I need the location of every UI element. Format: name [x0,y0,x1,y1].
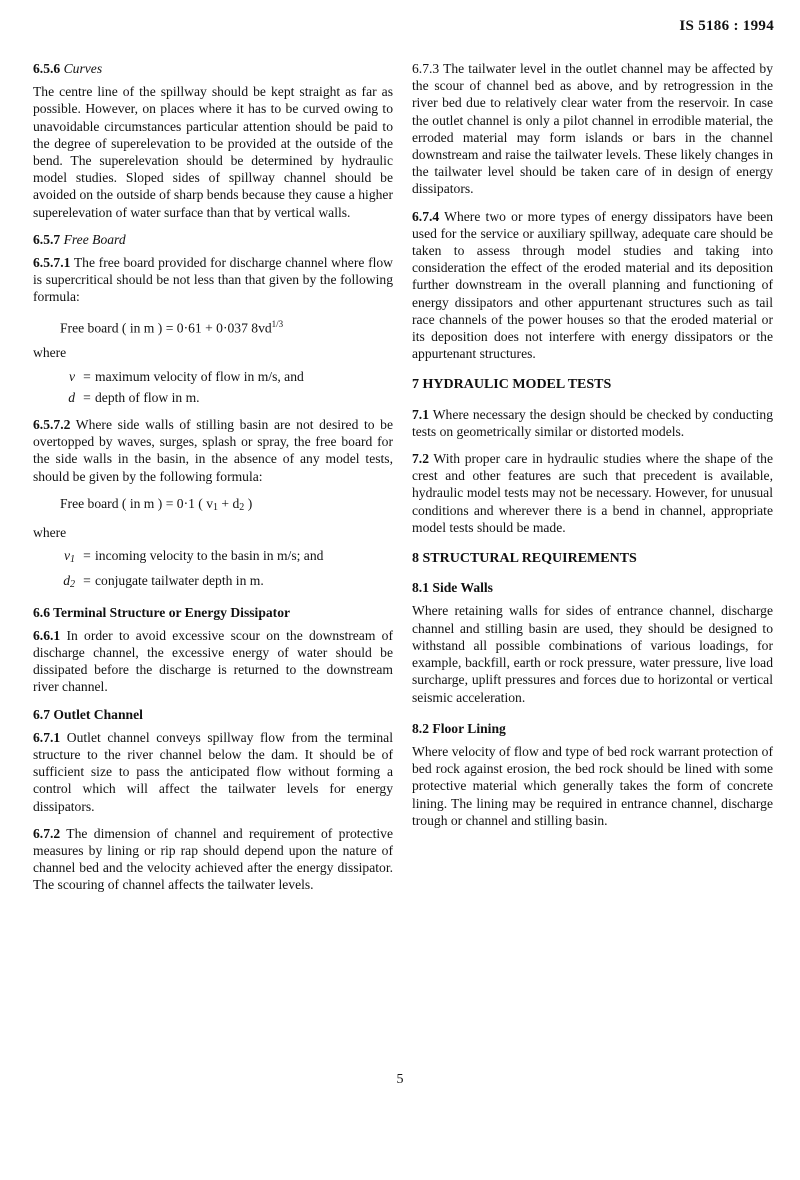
formula-free-board-2: Free board ( in m ) = 0·1 ( $v_1 + d_2$ ) [60,495,253,513]
definitions-6-5-7-1 [33,368,393,406]
heading-6-6: 6.6 Terminal Structure or Energy Dissipator [33,604,291,620]
para-6-5-6: The centre line of the spillway should be kept straight as far as possible. However, on places where it has to be curved owing to unavoidable circumstances particular attention should be paid to the degree of superelevation to be provided at the outside of the bend. The superelevation should be determined by hydraulic model studies. Sloped sides of spillway channel should be avoided on the outside of sharp bends because they cause a higher superelevation of water surface than that by vertical walls. [33,84,393,220]
heading-6-7: 6.7 Outlet Channel [33,706,143,722]
para-6-5-7-2: 6.5.7.2 Where side walls of stilling basin are not desired to be overtopped by waves, surges, splash or spray, the free board for the side walls in the basin, in the absence of any model tests, should be given by the following formula: [33,416,393,484]
para-8-1: Where retaining walls for sides of entrance channel, discharge channel and stilling basin are used, they should be designed to withstand all possible combinations of various loadings, for example, backfill, earth or rock pressure, water pressure, live load surcharge, uplift pressures and forces due to horizontal or vertical seismic acceleration. [412,603,773,705]
heading-7: 7 HYDRAULIC MODEL TESTS [412,377,612,393]
page-number: 5 [396,1072,404,1087]
where-label-2: where [33,525,67,540]
definitions-6-5-7-2 [33,547,393,593]
definition-d2: $d_2$ = conjugate tailwater depth in m. [63,573,264,591]
para-6-7-3: 6.7.3 The tailwater level in the outlet channel may be affected by the scour of channel bed as above, and by retrogression in the river bed due to relatively clear water from the reservoir. In case the outlet channel is only a pilot channel in errodible material, the erroded material may form islands or bars in the channel downstream and raise the tailwater levels. These likely changes in the tailwater level should be taken care of in design of energy dissipators. [412,61,774,197]
para-6-7-4: 6.7.4 Where two or more types of energy dissipators have been used for the service or auxiliary spillway, adequate care should be taken to assess through model studies and taking into consideration the effect of the eroded material and its deposition further downstream in the overall planning and functioning of energy dissipators and other appurtenant structures such as tail race channels of the power houses so that the eroded material or its deposition does not interfere with energy dissipators or the appurtenant structures. [412,208,773,362]
heading-8-1: 8.1 Side Walls [412,580,493,596]
para-6-5-7-1: 6.5.7.1 The free board provided for discharge channel where flow is supercritical should be not less than that given by the following formula: [33,255,393,305]
definition-v: v = maximum velocity of flow in m/s, and [68,368,304,384]
standard-id: IS 5186 : 1994 [679,18,774,34]
para-6-6-1: 6.6.1 In order to avoid excessive scour on the downstream of discharge channel, the excessive energy of water should be dissipated before the discharge is returned to the downstream river channel. [33,627,393,695]
where-label: where [33,345,67,361]
para-7-2: 7.2 With proper care in hydraulic studies where the shape of the crest and other features are such that precedent is available, hydraulic model tests may not be necessary. However, for unusual conditions and wherever there is a bend in channel, appropriate model tests should be made. [412,451,773,535]
para-6-7-1: 6.7.1 Outlet channel conveys spillway flow from the terminal structure to the river channel below the dam. It should be of sufficient size to pass the anticipated flow without forming a control which will affect the tailwater levels for energy dissipators. [33,729,393,814]
para-7-1: 7.1 Where necessary the design should be checked by conducting tests on geometrically similar or distorted models. [412,406,773,439]
formula-free-board-1: Free board ( in m ) = 0·61 + 0·037 $8vd^{1/3}$ [60,318,284,336]
heading-6-5-7: 6.5.7 Free Board [33,231,126,247]
para-8-2: Where velocity of flow and type of bed rock warrant protection of bed rock against erosion, the bed rock should be lined with some protective material which generally takes the form of concrete lining. The lining may be required in entrance channel, discharge trough or channel and stilling basin. [412,743,773,828]
left-column [33,60,393,904]
heading-8-2: 8.2 Floor Lining [412,720,506,736]
heading-8: 8 STRUCTURAL REQUIREMENTS [412,551,637,567]
definition-d: d = depth of flow in m. [68,389,200,405]
definition-v1: $v_1$ = incoming velocity to the basin in m/s; and [63,548,324,566]
heading-6-5-6: 6.5.6 Curves [33,61,103,76]
para-6-7-2: 6.7.2 The dimension of channel and requirement of protective measures by lining or rip rap should depend upon the nature of channel bed and the velocity achieved after the energy dissipator. The scouring of channel affects the tailwater levels. [33,825,394,893]
right-column [412,60,773,839]
